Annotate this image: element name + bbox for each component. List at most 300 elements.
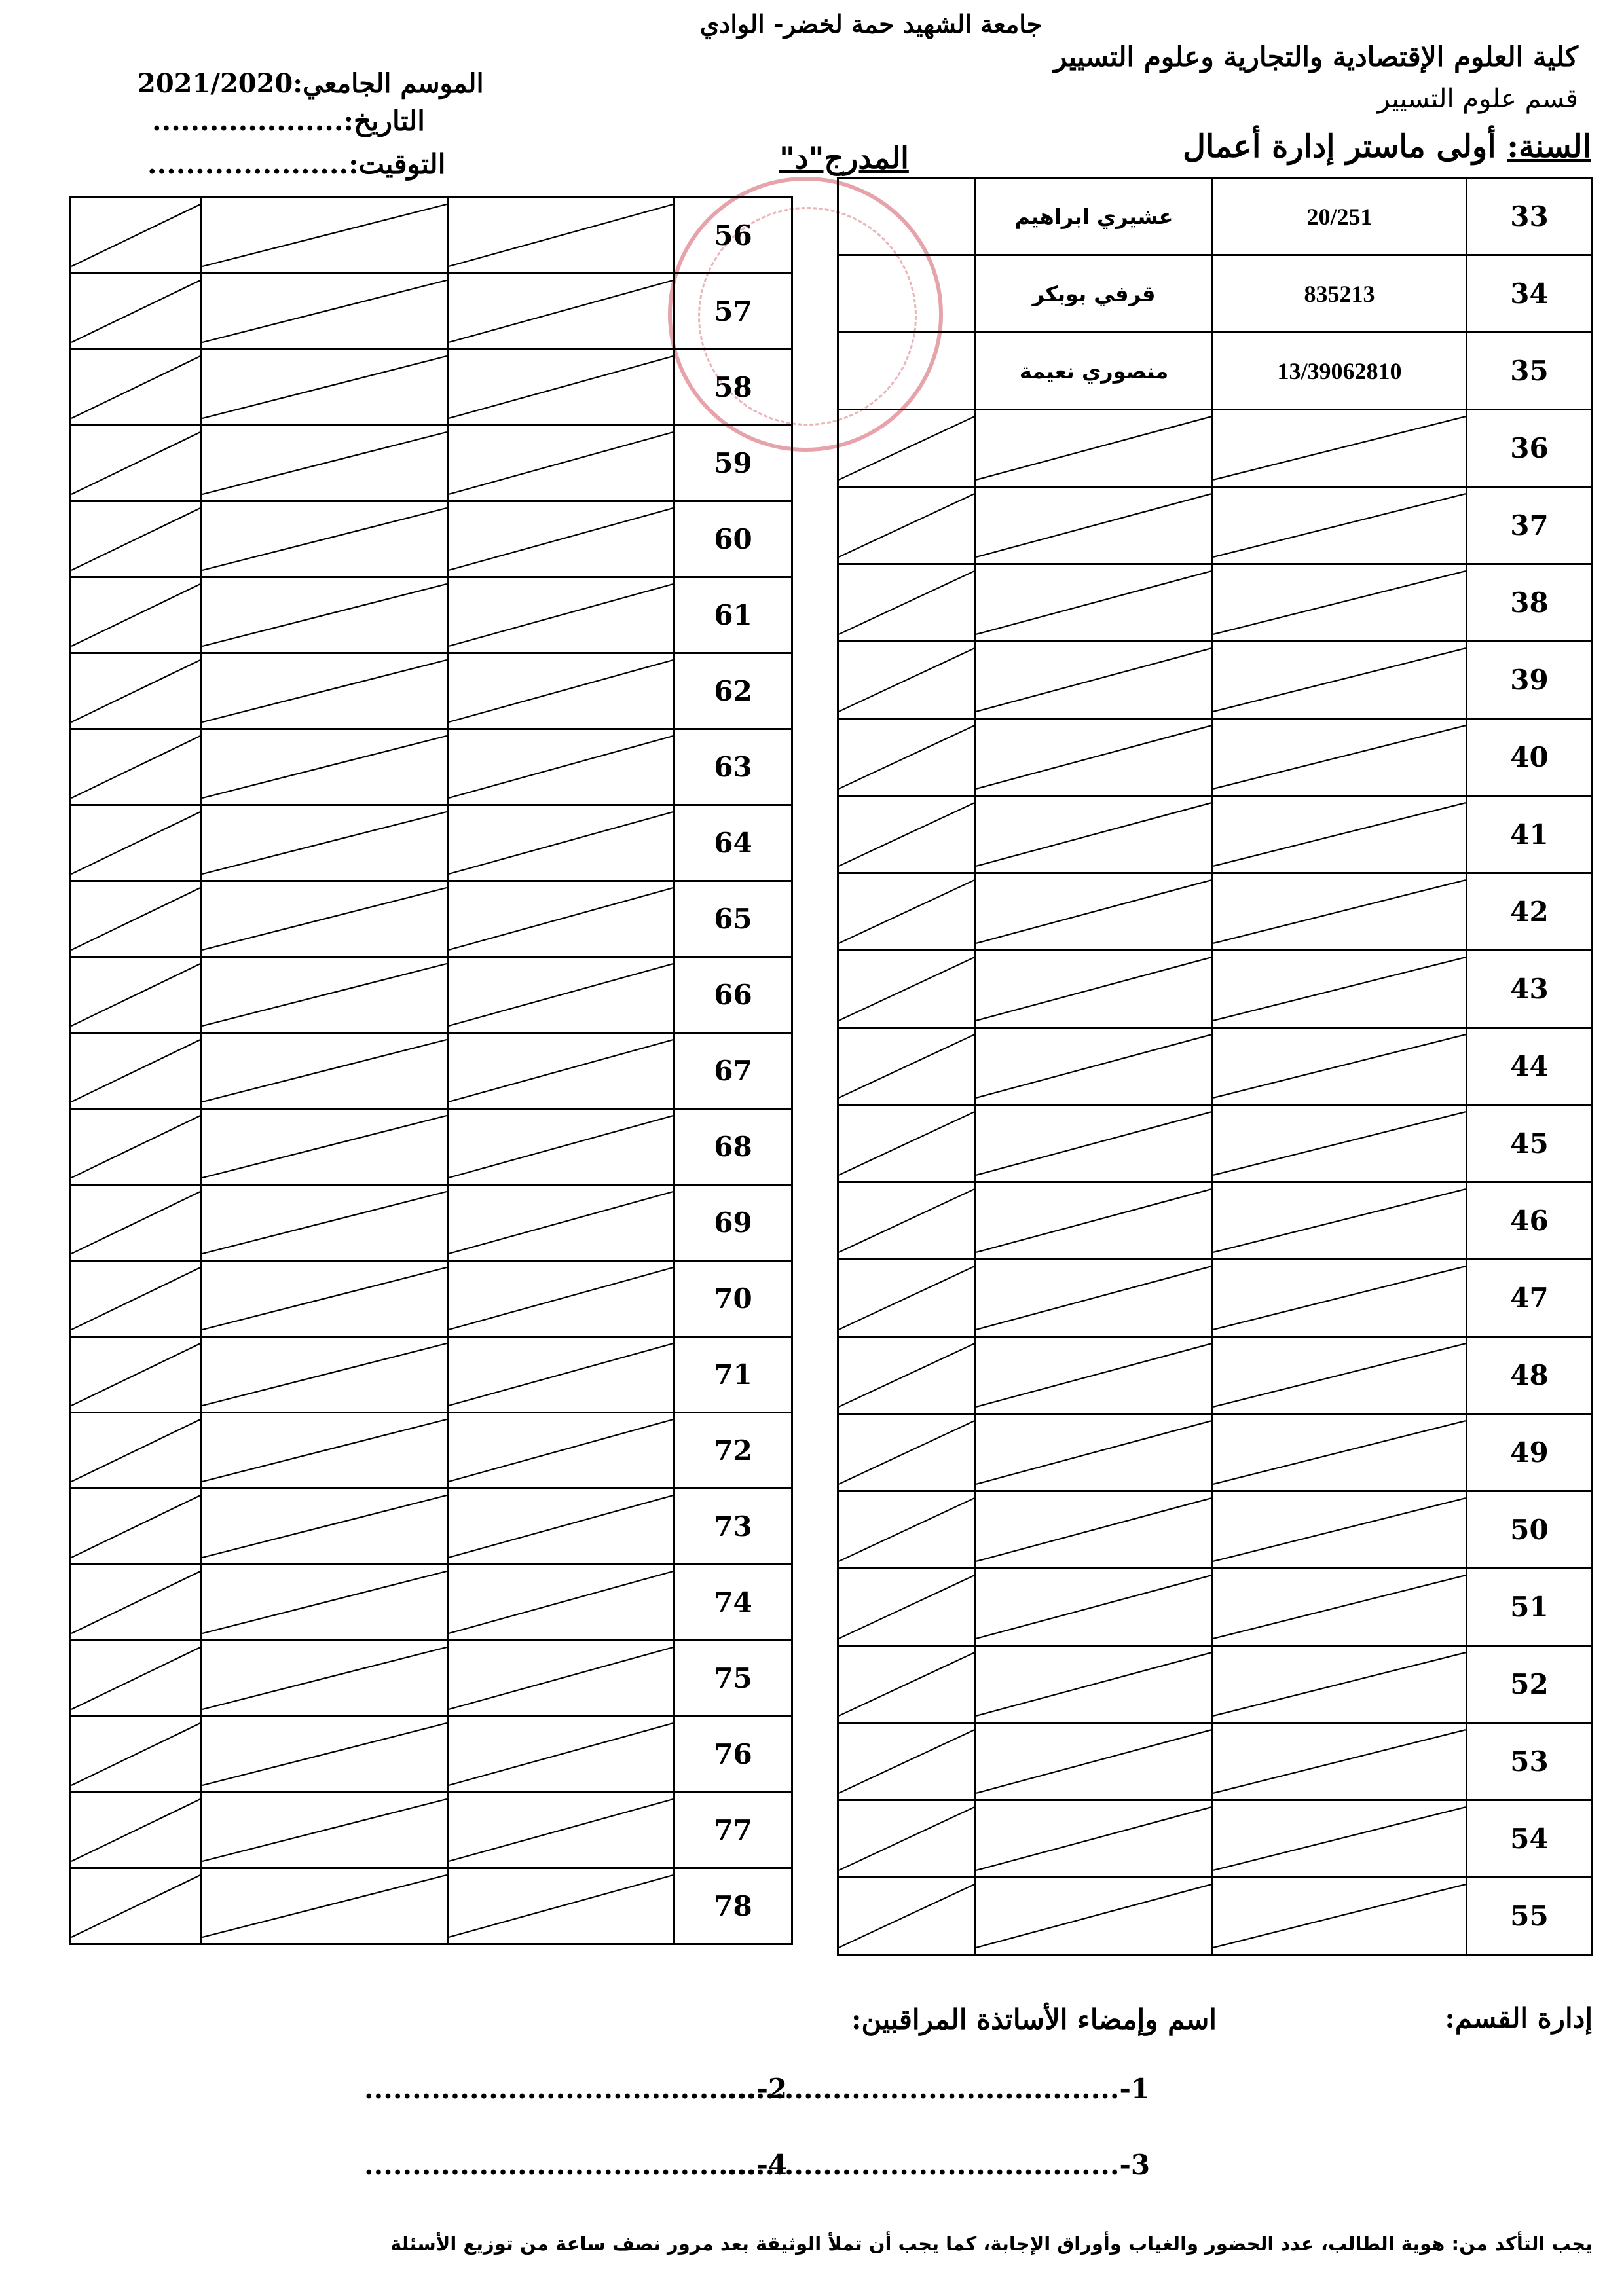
empty-cell-slash — [202, 274, 447, 348]
empty-cell-slash — [449, 806, 673, 880]
row-number: 64 — [674, 805, 792, 881]
empty-name-cell — [202, 350, 448, 426]
empty-cell-slash — [976, 951, 1211, 1027]
empty-cell-slash — [976, 642, 1211, 718]
empty-cell-slash — [839, 1878, 974, 1954]
empty-name-cell — [976, 1646, 1213, 1723]
empty-cell-slash — [839, 1338, 974, 1413]
department-admin-label: إدارة القسم: — [1445, 2002, 1593, 2034]
row-number: 62 — [674, 653, 792, 729]
row-number: 57 — [674, 274, 792, 350]
row-number: 61 — [674, 577, 792, 653]
empty-cell-slash — [976, 1569, 1211, 1645]
signature-cell — [838, 642, 976, 719]
table-row — [838, 487, 1593, 564]
empty-name-cell — [202, 1565, 448, 1641]
row-number: 55 — [1467, 1878, 1593, 1955]
empty-name-cell — [202, 1793, 448, 1868]
row-number: 78 — [674, 1868, 792, 1944]
empty-id-cell — [448, 1185, 674, 1261]
empty-cell-slash — [71, 1186, 200, 1260]
empty-cell-slash — [449, 1262, 673, 1336]
student-id: 13/39062810 — [1213, 333, 1467, 410]
empty-name-cell — [976, 564, 1213, 642]
empty-id-cell — [448, 1033, 674, 1109]
table-row — [838, 410, 1593, 487]
empty-cell-slash — [202, 1034, 447, 1108]
row-number: 51 — [1467, 1569, 1593, 1646]
attendance-table-left — [69, 196, 793, 1945]
table-row — [71, 1641, 792, 1717]
table-row — [71, 1337, 792, 1413]
empty-name-cell — [976, 1800, 1213, 1878]
empty-id-cell — [1213, 1337, 1467, 1414]
empty-id-cell — [448, 501, 674, 577]
table-row — [838, 642, 1593, 719]
signature-cell — [838, 1260, 976, 1337]
empty-cell-slash — [449, 274, 673, 348]
empty-name-cell — [976, 1337, 1213, 1414]
empty-cell-slash — [202, 1869, 447, 1943]
table-row — [71, 1793, 792, 1868]
empty-id-cell — [1213, 796, 1467, 873]
signature-cell — [838, 1646, 976, 1723]
academic-season: الموسم الجامعي:2021/2020 — [138, 68, 484, 99]
student-name: عشيري ابراهيم — [976, 178, 1213, 255]
empty-id-cell — [1213, 1414, 1467, 1491]
empty-cell-slash — [202, 198, 447, 272]
department-name: قسم علوم التسيير — [1377, 84, 1578, 114]
empty-cell-slash — [1213, 1492, 1466, 1567]
signature-cell — [838, 1182, 976, 1260]
signature-cell — [71, 1261, 202, 1337]
empty-id-cell — [1213, 719, 1467, 796]
signature-cell — [838, 796, 976, 873]
empty-name-cell — [976, 1491, 1213, 1569]
empty-name-cell — [976, 1182, 1213, 1260]
signature-cell — [838, 333, 976, 410]
row-number: 70 — [674, 1261, 792, 1337]
empty-cell-slash — [1213, 1029, 1466, 1104]
empty-cell-slash — [839, 951, 974, 1027]
empty-name-cell — [976, 1569, 1213, 1646]
empty-cell-slash — [839, 1415, 974, 1490]
empty-cell-slash — [449, 1186, 673, 1260]
empty-id-cell — [1213, 1800, 1467, 1878]
empty-cell-slash — [839, 488, 974, 563]
empty-cell-slash — [202, 1641, 447, 1715]
empty-cell-slash — [71, 1110, 200, 1184]
table-row — [71, 1868, 792, 1944]
signature-cell — [838, 487, 976, 564]
row-number: 41 — [1467, 796, 1593, 873]
empty-cell-slash — [976, 1029, 1211, 1104]
empty-cell-slash — [449, 1034, 673, 1108]
year-value: أولى ماستر إدارة أعمال — [1183, 128, 1496, 165]
empty-cell-slash — [71, 958, 200, 1032]
signature-cell — [71, 1109, 202, 1185]
empty-id-cell — [448, 1565, 674, 1641]
table-row — [71, 501, 792, 577]
empty-cell-slash — [449, 502, 673, 576]
empty-cell-slash — [839, 1724, 974, 1799]
empty-id-cell — [448, 1109, 674, 1185]
table-row — [71, 957, 792, 1033]
empty-id-cell — [1213, 1028, 1467, 1105]
table-row — [838, 1800, 1593, 1878]
row-number: 65 — [674, 881, 792, 957]
empty-cell-slash — [202, 1338, 447, 1412]
attendance-table-right — [837, 177, 1593, 1956]
proctor-line-2 — [364, 2073, 787, 2105]
empty-cell-slash — [449, 578, 673, 652]
empty-cell-slash — [839, 1569, 974, 1645]
signature-cell — [71, 426, 202, 501]
empty-id-cell — [448, 274, 674, 350]
empty-cell-slash — [839, 642, 974, 718]
empty-name-cell — [202, 1033, 448, 1109]
empty-id-cell — [1213, 1182, 1467, 1260]
table-row — [838, 1028, 1593, 1105]
row-number: 69 — [674, 1185, 792, 1261]
empty-name-cell — [202, 729, 448, 805]
empty-name-cell — [976, 410, 1213, 487]
table-row — [71, 198, 792, 274]
table-row — [838, 1182, 1593, 1260]
empty-cell-slash — [976, 874, 1211, 949]
empty-name-cell — [202, 653, 448, 729]
empty-cell-slash — [976, 1724, 1211, 1799]
empty-name-cell — [202, 198, 448, 274]
empty-cell-slash — [202, 350, 447, 424]
table-row — [838, 1105, 1593, 1182]
empty-cell-slash — [449, 654, 673, 728]
empty-cell-slash — [976, 565, 1211, 640]
empty-name-cell — [202, 426, 448, 501]
empty-name-cell — [202, 1489, 448, 1565]
empty-cell-slash — [449, 1793, 673, 1867]
empty-cell-slash — [449, 426, 673, 500]
empty-cell-slash — [976, 1260, 1211, 1336]
signature-cell — [71, 805, 202, 881]
signature-cell — [71, 501, 202, 577]
table-row — [71, 426, 792, 501]
empty-cell-slash — [202, 1793, 447, 1867]
empty-cell-slash — [71, 1262, 200, 1336]
signature-cell — [838, 564, 976, 642]
empty-id-cell — [448, 957, 674, 1033]
empty-id-cell — [1213, 487, 1467, 564]
empty-cell-slash — [449, 1717, 673, 1791]
empty-cell-slash — [839, 1183, 974, 1258]
university-name: جامعة الشهيد حمة لخضر- الوادي — [699, 9, 1043, 39]
row-number: 36 — [1467, 410, 1593, 487]
table-row — [71, 350, 792, 426]
row-number: 73 — [674, 1489, 792, 1565]
signature-cell — [71, 1717, 202, 1793]
row-number: 71 — [674, 1337, 792, 1413]
signature-cell — [838, 719, 976, 796]
empty-name-cell — [202, 274, 448, 350]
empty-cell-slash — [449, 1565, 673, 1639]
empty-id-cell — [448, 1793, 674, 1868]
empty-cell-slash — [202, 502, 447, 576]
empty-cell-slash — [71, 654, 200, 728]
empty-cell-slash — [839, 1029, 974, 1104]
empty-id-cell — [448, 426, 674, 501]
signature-cell — [71, 1565, 202, 1641]
empty-cell-slash — [1213, 1647, 1466, 1722]
table-row — [838, 1646, 1593, 1723]
empty-cell-slash — [976, 1183, 1211, 1258]
empty-name-cell — [976, 873, 1213, 951]
empty-cell-slash — [976, 410, 1211, 486]
empty-id-cell — [448, 1261, 674, 1337]
signature-cell — [71, 729, 202, 805]
row-number: 75 — [674, 1641, 792, 1717]
empty-name-cell — [202, 1261, 448, 1337]
empty-cell-slash — [71, 1034, 200, 1108]
empty-cell-slash — [71, 426, 200, 500]
row-number: 46 — [1467, 1182, 1593, 1260]
signature-cell — [71, 1641, 202, 1717]
student-id: 20/251 — [1213, 178, 1467, 255]
empty-cell-slash — [71, 350, 200, 424]
row-number: 53 — [1467, 1723, 1593, 1800]
table-row — [71, 577, 792, 653]
row-number: 58 — [674, 350, 792, 426]
row-number: 37 — [1467, 487, 1593, 564]
empty-name-cell — [202, 1337, 448, 1413]
table-row — [838, 1878, 1593, 1955]
signature-cell — [71, 1413, 202, 1489]
signature-cell — [838, 1105, 976, 1182]
empty-id-cell — [448, 1413, 674, 1489]
signature-cell — [71, 881, 202, 957]
empty-id-cell — [1213, 1723, 1467, 1800]
table-row — [71, 1413, 792, 1489]
proctor-line-1 — [727, 2073, 1150, 2105]
empty-cell-slash — [202, 1565, 447, 1639]
empty-id-cell — [1213, 564, 1467, 642]
empty-cell-slash — [1213, 951, 1466, 1027]
table-row — [71, 274, 792, 350]
table-row — [838, 951, 1593, 1028]
empty-cell-slash — [202, 1413, 447, 1487]
signature-cell — [71, 1489, 202, 1565]
empty-id-cell — [448, 653, 674, 729]
empty-cell-slash — [202, 1717, 447, 1791]
empty-id-cell — [1213, 642, 1467, 719]
exam-time: التوقيت:..................... — [147, 148, 446, 180]
signature-cell — [838, 1800, 976, 1878]
empty-cell-slash — [1213, 874, 1466, 949]
year-line — [1183, 128, 1591, 165]
empty-name-cell — [202, 1641, 448, 1717]
empty-cell-slash — [449, 730, 673, 804]
empty-cell-slash — [449, 1413, 673, 1487]
empty-cell-slash — [449, 1641, 673, 1715]
table-row — [71, 1033, 792, 1109]
empty-name-cell — [202, 577, 448, 653]
row-number: 49 — [1467, 1414, 1593, 1491]
empty-cell-slash — [839, 410, 974, 486]
table-row — [838, 178, 1593, 255]
signature-cell — [71, 957, 202, 1033]
proctors-label: اسم وإمضاء الأساتذة المراقبين: — [851, 2003, 1217, 2035]
row-number: 67 — [674, 1033, 792, 1109]
proctor-line-3-text: .........................................-3 — [727, 2149, 1151, 2181]
empty-cell-slash — [71, 1869, 200, 1943]
empty-cell-slash — [1213, 642, 1466, 718]
signature-cell — [838, 1723, 976, 1800]
signature-cell — [838, 410, 976, 487]
empty-id-cell — [1213, 1105, 1467, 1182]
empty-cell-slash — [449, 198, 673, 272]
table-row — [71, 653, 792, 729]
empty-cell-slash — [839, 565, 974, 640]
table-row — [838, 1491, 1593, 1569]
empty-name-cell — [202, 805, 448, 881]
empty-cell-slash — [202, 1186, 447, 1260]
empty-cell-slash — [1213, 1801, 1466, 1876]
empty-id-cell — [448, 1489, 674, 1565]
row-number: 47 — [1467, 1260, 1593, 1337]
table-row — [838, 333, 1593, 410]
empty-cell-slash — [1213, 1415, 1466, 1490]
empty-name-cell — [202, 1868, 448, 1944]
empty-cell-slash — [1213, 488, 1466, 563]
empty-cell-slash — [976, 1647, 1211, 1722]
empty-cell-slash — [976, 1338, 1211, 1413]
empty-id-cell — [1213, 1878, 1467, 1955]
empty-cell-slash — [449, 1489, 673, 1563]
empty-id-cell — [448, 1337, 674, 1413]
empty-cell-slash — [1213, 1106, 1466, 1181]
table-row — [838, 796, 1593, 873]
row-number: 40 — [1467, 719, 1593, 796]
empty-cell-slash — [449, 1110, 673, 1184]
empty-id-cell — [448, 350, 674, 426]
table-row — [838, 255, 1593, 333]
row-number: 59 — [674, 426, 792, 501]
row-number: 68 — [674, 1109, 792, 1185]
empty-cell-slash — [71, 730, 200, 804]
empty-cell-slash — [71, 882, 200, 956]
empty-cell-slash — [1213, 410, 1466, 486]
empty-id-cell — [448, 805, 674, 881]
empty-cell-slash — [71, 502, 200, 576]
row-number: 42 — [1467, 873, 1593, 951]
empty-cell-slash — [839, 1801, 974, 1876]
verification-note: يجب التأكد من: هوية الطالب، عدد الحضور والغياب وأوراق الإجابة، كما يجب أن تملأ الوثيقة بعد مرور نصف ساعة من توزيع الأسئلة — [390, 2232, 1593, 2255]
table-row — [71, 1261, 792, 1337]
signature-cell — [71, 274, 202, 350]
empty-cell-slash — [839, 797, 974, 872]
empty-cell-slash — [1213, 1183, 1466, 1258]
empty-cell-slash — [839, 1106, 974, 1181]
empty-cell-slash — [202, 1489, 447, 1563]
empty-cell-slash — [202, 730, 447, 804]
empty-cell-slash — [449, 1338, 673, 1412]
empty-id-cell — [448, 1868, 674, 1944]
empty-cell-slash — [1213, 797, 1466, 872]
row-number: 38 — [1467, 564, 1593, 642]
empty-name-cell — [976, 1878, 1213, 1955]
empty-cell-slash — [71, 1641, 200, 1715]
student-name: قرفي بوبكر — [976, 255, 1213, 333]
empty-name-cell — [976, 1105, 1213, 1182]
empty-name-cell — [976, 1028, 1213, 1105]
empty-cell-slash — [202, 1262, 447, 1336]
empty-id-cell — [448, 1717, 674, 1793]
table-row — [71, 1109, 792, 1185]
table-row — [838, 564, 1593, 642]
table-row — [838, 719, 1593, 796]
empty-id-cell — [1213, 1569, 1467, 1646]
empty-id-cell — [448, 198, 674, 274]
proctor-line-1-text: .........................................-1 — [727, 2073, 1151, 2105]
empty-cell-slash — [449, 882, 673, 956]
empty-cell-slash — [202, 806, 447, 880]
empty-cell-slash — [976, 488, 1211, 563]
signature-cell — [71, 1337, 202, 1413]
table-row — [71, 1185, 792, 1261]
table-row — [71, 805, 792, 881]
empty-cell-slash — [976, 1878, 1211, 1954]
empty-name-cell — [976, 719, 1213, 796]
empty-name-cell — [202, 1109, 448, 1185]
empty-cell-slash — [1213, 1569, 1466, 1645]
signature-cell — [71, 1033, 202, 1109]
empty-name-cell — [976, 1414, 1213, 1491]
table-row — [71, 1565, 792, 1641]
signature-cell — [71, 1793, 202, 1868]
table-row — [838, 1260, 1593, 1337]
signature-cell — [838, 1569, 976, 1646]
empty-id-cell — [1213, 410, 1467, 487]
signature-cell — [71, 1868, 202, 1944]
row-number: 72 — [674, 1413, 792, 1489]
empty-cell-slash — [1213, 1724, 1466, 1799]
empty-cell-slash — [202, 578, 447, 652]
empty-cell-slash — [449, 350, 673, 424]
signature-cell — [71, 350, 202, 426]
row-number: 48 — [1467, 1337, 1593, 1414]
empty-name-cell — [202, 1185, 448, 1261]
empty-id-cell — [1213, 1491, 1467, 1569]
empty-cell-slash — [71, 274, 200, 348]
empty-cell-slash — [202, 426, 447, 500]
row-number: 33 — [1467, 178, 1593, 255]
empty-id-cell — [1213, 951, 1467, 1028]
empty-cell-slash — [839, 1492, 974, 1567]
row-number: 45 — [1467, 1105, 1593, 1182]
empty-cell-slash — [1213, 1338, 1466, 1413]
empty-cell-slash — [71, 198, 200, 272]
row-number: 54 — [1467, 1800, 1593, 1878]
row-number: 44 — [1467, 1028, 1593, 1105]
faculty-name: كلية العلوم الإقتصادية والتجارية وعلوم التسيير — [1054, 41, 1578, 73]
empty-cell-slash — [1213, 720, 1466, 795]
table-row — [71, 729, 792, 805]
empty-cell-slash — [71, 1717, 200, 1791]
empty-cell-slash — [202, 958, 447, 1032]
exam-date: التاريخ:.................... — [152, 105, 425, 137]
empty-id-cell — [448, 1641, 674, 1717]
empty-cell-slash — [71, 1413, 200, 1487]
table-row — [838, 873, 1593, 951]
